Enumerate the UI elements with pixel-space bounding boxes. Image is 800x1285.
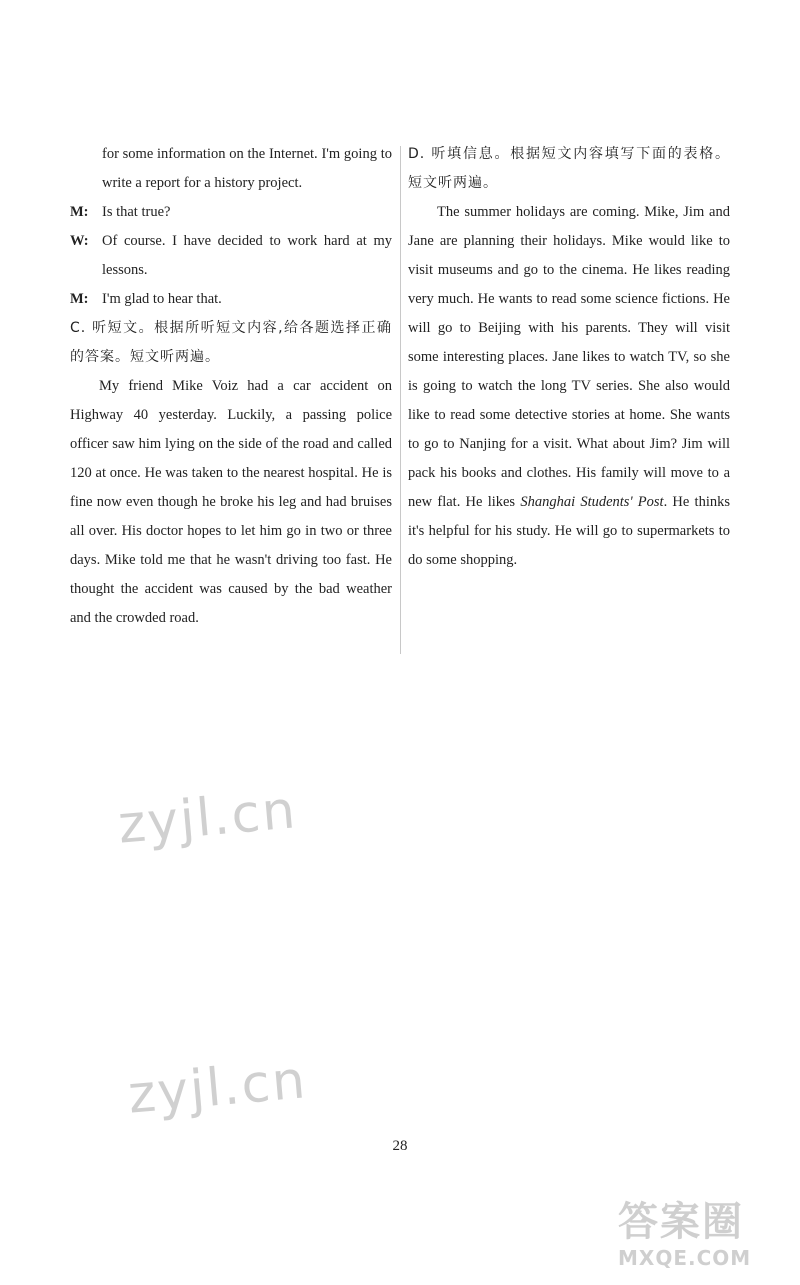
dialogue-line [70,227,392,285]
dialogue-line [70,198,392,227]
section-c-passage: My friend Mike Voiz had a car accident on Highway 40 yesterday. Luckily, a passing police officer saw him lying on the side of the road and called 120 at once. He was taken to the nearest hospital. He is fine now even though he broke his leg and had bruises all over. His doctor hopes to let him go in two or three days. Mike told me that he wasn't driving too fast. He thought the accident was caused by the bad weather and the crowded road. [70,378,392,626]
speaker-label: M: [70,204,89,220]
section-c-heading: C. 听短文。根据所听短文内容,给各题选择正确的答案。短文听两遍。 [70,320,392,365]
watermark-text: zyjl.cn [115,780,300,856]
section-d-passage [408,198,730,575]
section-d-heading: D. 听填信息。根据短文内容填写下面的表格。短文听两遍。 [408,146,730,191]
column-divider [400,146,401,654]
right-column [408,140,730,575]
page-number: 28 [392,1138,408,1154]
dialogue-text: Of course. I have decided to work hard at my lessons. [102,233,392,278]
newspaper-title: Shanghai Students' Post [520,494,664,510]
passage-text-before: The summer holidays are coming. Mike, Jim and Jane are planning their holidays. Mike would like to visit museums and go to the cinema. He likes reading very much. He wants to read some science fictions. He will go to Beijing with his parents. They will visit some interesting places. Jane likes to watch TV, so she is going to watch the long TV series. She also would like to read some detective stories at home. She wants to go to Nanjing for a visit. What about Jim? Jim will pack his books and clothes. His family will move to a new flat. He likes [408,204,730,510]
logo-site-text: MXQE.COM [618,1246,752,1270]
speaker-label: W: [70,233,89,249]
dialogue-line [70,285,392,314]
left-column [70,140,392,633]
corner-logo [618,1190,788,1280]
passage-text-after: . He thinks it's helpful for his study. He will go to supermarkets to do some shopping. [408,494,730,568]
dialogue-text: Is that true? [102,204,171,220]
dialogue-text: I'm glad to hear that. [102,291,222,307]
speaker-label: M: [70,291,89,307]
dialogue-continuation: for some information on the Internet. I'm going to write a report for a history project. [102,146,392,191]
watermark-text: zyjl.cn [125,1050,310,1126]
logo-chinese-text: 答案圈 [618,1199,744,1245]
